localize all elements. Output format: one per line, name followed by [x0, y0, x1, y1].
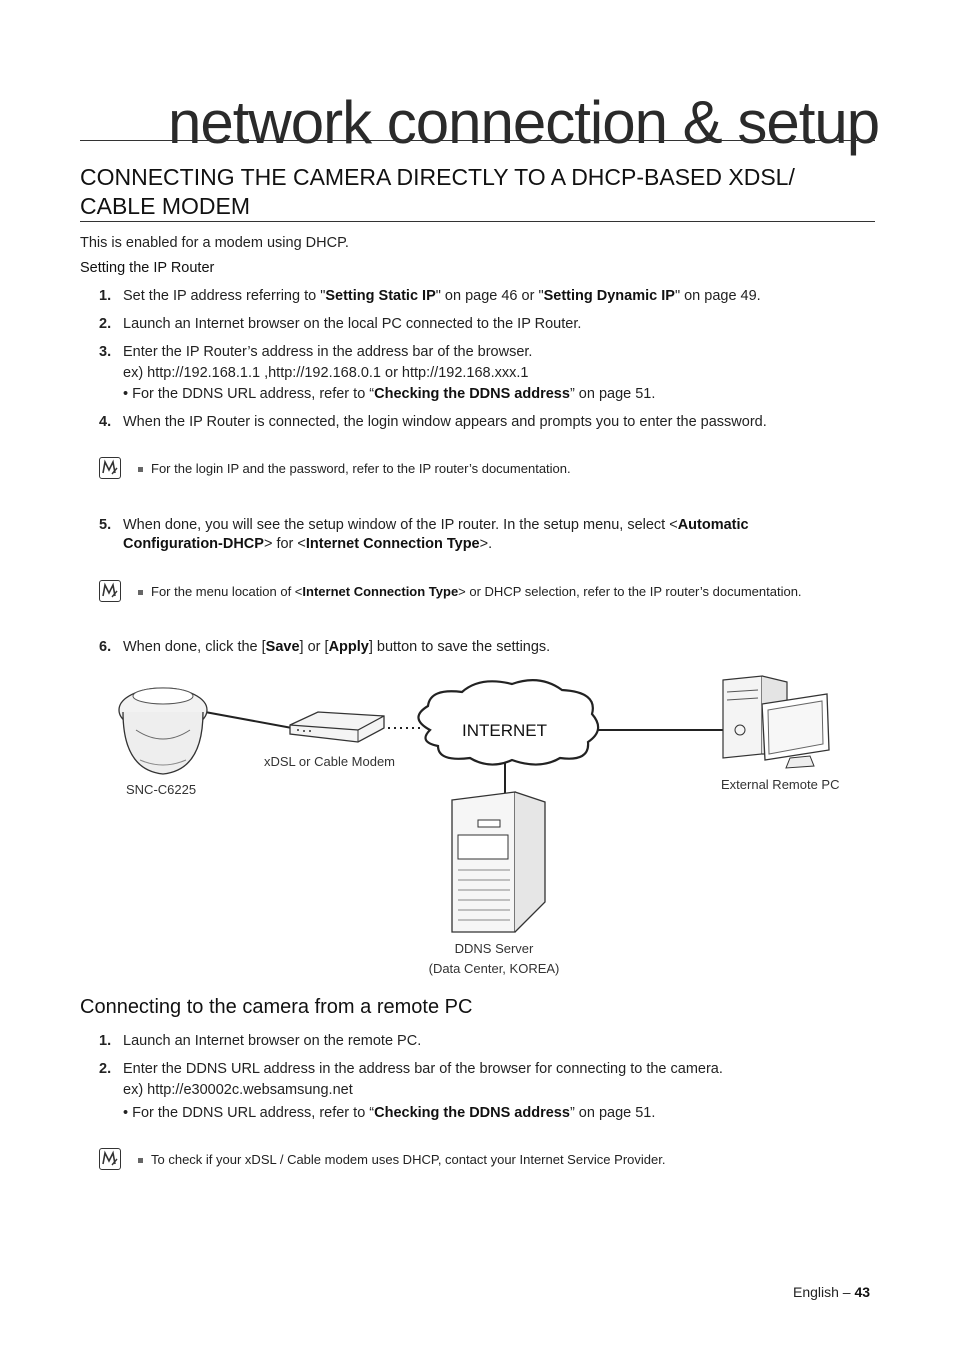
- camera-label: SNC-C6225: [126, 782, 197, 797]
- step-5-line-2: Configuration-DHCP> for <Internet Connection Type>.: [123, 536, 493, 552]
- camera-icon: [119, 688, 207, 774]
- remote-step-2-text: Enter the DDNS URL address in the address bar of the browser for connecting to the camera.: [123, 1061, 723, 1077]
- subheading: Setting the IP Router: [80, 260, 215, 276]
- step-3-bullet: • For the DDNS URL address, refer to “Checking the DDNS address” on page 51.: [123, 386, 656, 402]
- note-icon: [99, 580, 121, 602]
- intro-text: This is enabled for a modem using DHCP.: [80, 235, 349, 251]
- modem-label: xDSL or Cable Modem: [264, 754, 396, 769]
- step-number: 5.: [99, 517, 112, 533]
- chapter-divider: [80, 140, 875, 141]
- step-1-text: Set the IP address referring to "Setting Static IP" on page 46 or "Setting Dynamic IP" on page 49.: [123, 288, 761, 304]
- note-2: For the menu location of <Internet Connection Type> or DHCP selection, refer to the IP router’s documentation.: [138, 583, 802, 601]
- page-footer: English – 43: [793, 1284, 871, 1300]
- page-number: 43: [854, 1284, 871, 1300]
- step-number: 2.: [99, 316, 112, 332]
- step-3-text: Enter the IP Router’s address in the address bar of the browser.: [123, 344, 533, 360]
- step-number: 6.: [99, 639, 112, 655]
- pc-icon: [723, 676, 829, 768]
- step-number: 4.: [99, 414, 112, 430]
- step-number: 3.: [99, 344, 112, 360]
- chapter-title: network connection & setup: [168, 89, 880, 156]
- pc-label: External Remote PC: [721, 777, 840, 792]
- step-number: 1.: [99, 1033, 112, 1049]
- note-icon: [99, 457, 121, 479]
- subsection-title: Connecting to the camera from a remote PC: [80, 996, 473, 1018]
- step-number: 2.: [99, 1061, 112, 1077]
- step-4-text: When the IP Router is connected, the login window appears and prompts you to enter the password.: [123, 414, 767, 430]
- server-icon: [452, 792, 545, 932]
- step-number: 1.: [99, 288, 112, 304]
- remote-step-1-text: Launch an Internet browser on the remote PC.: [123, 1033, 422, 1049]
- section-title: CONNECTING THE CAMERA DIRECTLY TO A DHCP-BASED XDSL/ CABLE MODEM: [80, 164, 795, 219]
- remote-step-2-example: ex) http://e30002c.websamsung.net: [123, 1082, 353, 1098]
- step-2-text: Launch an Internet browser on the local PC connected to the IP Router.: [123, 316, 582, 332]
- remote-step-2-bullet: • For the DDNS URL address, refer to “Checking the DDNS address” on page 51.: [123, 1105, 656, 1121]
- note-1: For the login IP and the password, refer to the IP router’s documentation.: [138, 460, 571, 478]
- modem-icon: [290, 712, 384, 742]
- server-label-sub: (Data Center, KOREA): [428, 961, 560, 976]
- step-5-line-1: When done, you will see the setup window of the IP router. In the setup menu, select <Automatic: [123, 517, 749, 533]
- internet-label: INTERNET: [462, 721, 547, 740]
- camera-modem-line: [205, 712, 292, 728]
- server-label: DDNS Server: [454, 941, 534, 956]
- step-6-text: When done, click the [Save] or [Apply] button to save the settings.: [123, 639, 551, 655]
- step-3-example: ex) http://192.168.1.1 ,http://192.168.0.1 or http://192.168.xxx.1: [123, 365, 529, 381]
- note-3: To check if your xDSL / Cable modem uses DHCP, contact your Internet Service Provider.: [138, 1151, 665, 1169]
- section-divider: [80, 221, 875, 222]
- note-icon: [99, 1148, 121, 1170]
